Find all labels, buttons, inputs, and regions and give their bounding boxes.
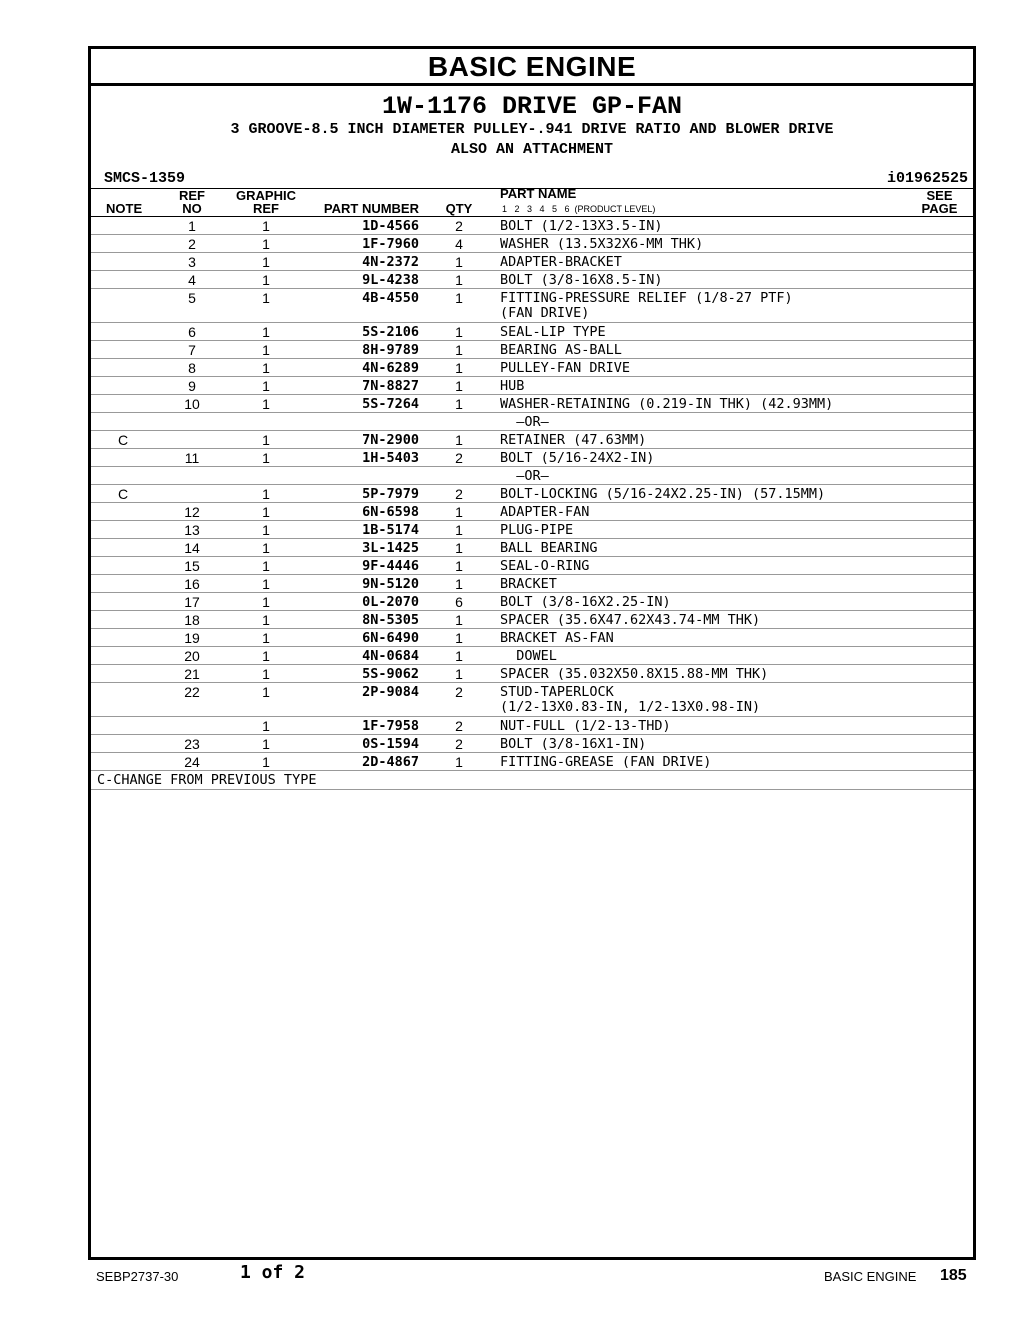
cell-qty: 1 — [455, 432, 463, 448]
cell-part-number: 8H-9789 — [362, 342, 419, 358]
cell-graphic-ref: 1 — [262, 718, 270, 734]
cell-part-name: BOLT (1/2-13X3.5-IN) — [500, 218, 663, 234]
cell-ref-no: 9 — [188, 378, 196, 394]
cell-ref-no: 6 — [188, 324, 196, 340]
cell-ref-no: 13 — [184, 522, 200, 538]
cell-graphic-ref: 1 — [262, 736, 270, 752]
cell-graphic-ref: 1 — [262, 612, 270, 628]
table-header — [91, 188, 973, 217]
cell-ref-no: 14 — [184, 540, 200, 556]
table-row — [91, 575, 973, 593]
cell-ref-no: 11 — [184, 450, 200, 466]
cell-part-name: —OR— — [500, 414, 549, 430]
cell-ref-no: 7 — [188, 342, 196, 358]
cell-qty: 2 — [455, 736, 463, 752]
cell-part-name: —OR— — [500, 468, 549, 484]
cell-qty: 1 — [455, 360, 463, 376]
id-row — [91, 166, 973, 188]
cell-qty: 1 — [455, 254, 463, 270]
cell-graphic-ref: 1 — [262, 486, 270, 502]
cell-ref-no: 15 — [184, 558, 200, 574]
cell-graphic-ref: 1 — [262, 684, 270, 700]
table-row — [91, 503, 973, 521]
cell-ref-no: 22 — [184, 684, 200, 700]
cell-qty: 1 — [455, 290, 463, 306]
cell-ref-no: 16 — [184, 576, 200, 592]
cell-part-name: SEAL-LIP TYPE — [500, 324, 606, 340]
cell-ref-no: 19 — [184, 630, 200, 646]
cell-graphic-ref: 1 — [262, 504, 270, 520]
cell-qty: 1 — [455, 576, 463, 592]
cell-part-name: WASHER (13.5X32X6-MM THK) — [500, 236, 704, 252]
cell-ref-no: 20 — [184, 648, 200, 664]
cell-graphic-ref: 1 — [262, 450, 270, 466]
cell-qty: 1 — [455, 504, 463, 520]
cell-graphic-ref: 1 — [262, 666, 270, 682]
cell-part-name: HUB — [500, 378, 525, 394]
table-row — [91, 735, 973, 753]
cell-qty: 1 — [455, 612, 463, 628]
cell-part-name: FITTING-PRESSURE RELIEF (1/8-27 PTF) — [500, 290, 793, 306]
header-ref-1: REF — [179, 188, 205, 203]
cell-qty: 1 — [455, 558, 463, 574]
cell-qty: 1 — [455, 396, 463, 412]
cell-ref-no: 8 — [188, 360, 196, 376]
header-see-2: PAGE — [921, 201, 958, 216]
cell-ref-no: 2 — [188, 236, 196, 252]
footer-page-of: 1 of 2 — [240, 1262, 306, 1283]
cell-graphic-ref: 1 — [262, 254, 270, 270]
cell-graphic-ref: 1 — [262, 324, 270, 340]
illustration-id: i01962525 — [886, 170, 968, 187]
cell-part-name: SPACER (35.6X47.62X43.74-MM THK) — [500, 612, 761, 628]
cell-part-name: NUT-FULL (1/2-13-THD) — [500, 718, 671, 734]
table-row — [91, 629, 973, 647]
cell-qty: 2 — [455, 218, 463, 234]
cell-qty: 1 — [455, 666, 463, 682]
cell-part-number: 4B-4550 — [362, 290, 419, 306]
cell-part-name: BRACKET AS-FAN — [500, 630, 614, 646]
cell-graphic-ref: 1 — [262, 290, 270, 306]
header-product-level: 1 2 3 4 5 6 (PRODUCT LEVEL) — [502, 204, 656, 214]
cell-part-name: PLUG-PIPE — [500, 522, 574, 538]
cell-part-name: DOWEL — [500, 648, 557, 664]
table-row — [91, 235, 973, 253]
cell-part-number: 1F-7960 — [362, 236, 419, 252]
cell-ref-no: 4 — [188, 272, 196, 288]
cell-part-number: 1H-5403 — [362, 450, 419, 466]
cell-ref-no: 12 — [184, 504, 200, 520]
subtitle-line-2: ALSO AN ATTACHMENT — [450, 141, 614, 158]
cell-part-name: BOLT-LOCKING (5/16-24X2.25-IN) (57.15MM) — [500, 486, 826, 502]
table-row — [91, 341, 973, 359]
section-title: BASIC ENGINE — [91, 49, 973, 86]
cell-part-number: 5S-7264 — [362, 396, 419, 412]
cell-part-name: RETAINER (47.63MM) — [500, 432, 647, 448]
cell-ref-no: 1 — [188, 218, 196, 234]
table-row — [91, 431, 973, 449]
parts-table-body — [91, 217, 973, 771]
cell-note: C — [117, 486, 129, 502]
table-row — [91, 271, 973, 289]
cell-graphic-ref: 1 — [262, 236, 270, 252]
note-row — [91, 771, 973, 790]
cell-part-name: ADAPTER-BRACKET — [500, 254, 622, 270]
cell-graphic-ref: 1 — [262, 432, 270, 448]
cell-graphic-ref: 1 — [262, 558, 270, 574]
cell-ref-no: 24 — [184, 754, 200, 770]
cell-part-name: BOLT (3/8-16X1-IN) — [500, 736, 647, 752]
subtitle-line-1: 3 GROOVE-8.5 INCH DIAMETER PULLEY-.941 DRIVE RATIO AND BLOWER DRIVE — [230, 121, 834, 138]
cell-part-name: SPACER (35.032X50.8X15.88-MM THK) — [500, 666, 769, 682]
table-row — [91, 683, 973, 717]
header-graphic-1: GRAPHIC — [236, 188, 296, 203]
cell-part-name: STUD-TAPERLOCK — [500, 684, 614, 700]
cell-qty: 2 — [455, 684, 463, 700]
header-ref-2: NO — [182, 201, 202, 216]
cell-part-name-continued: (1/2-13X0.83-IN, 1/2-13X0.98-IN) — [500, 699, 761, 715]
footer-section: BASIC ENGINE — [824, 1269, 917, 1284]
table-row — [91, 539, 973, 557]
cell-qty: 1 — [455, 754, 463, 770]
cell-ref-no: 10 — [184, 396, 200, 412]
cell-part-number: 9N-5120 — [362, 576, 419, 592]
table-row — [91, 359, 973, 377]
cell-part-number: 8N-5305 — [362, 612, 419, 628]
cell-qty: 1 — [455, 630, 463, 646]
table-row — [91, 521, 973, 539]
cell-ref-no: 17 — [184, 594, 200, 610]
cell-qty: 1 — [455, 324, 463, 340]
cell-graphic-ref: 1 — [262, 630, 270, 646]
cell-qty: 1 — [455, 648, 463, 664]
cell-graphic-ref: 1 — [262, 396, 270, 412]
cell-graphic-ref: 1 — [262, 594, 270, 610]
header-part-number: PART NUMBER — [323, 201, 419, 216]
cell-qty: 4 — [455, 236, 463, 252]
header-graphic-2: REF — [253, 201, 279, 216]
cell-ref-no: 5 — [188, 290, 196, 306]
cell-part-name: BOLT (3/8-16X2.25-IN) — [500, 594, 671, 610]
cell-part-name: FITTING-GREASE (FAN DRIVE) — [500, 754, 712, 770]
table-row — [91, 753, 973, 771]
table-row — [91, 593, 973, 611]
cell-qty: 6 — [455, 594, 463, 610]
cell-qty: 1 — [455, 540, 463, 556]
table-row — [91, 647, 973, 665]
cell-part-number: 0S-1594 — [362, 736, 419, 752]
cell-part-number: 0L-2070 — [362, 594, 419, 610]
smcs-code: SMCS-1359 — [104, 170, 186, 187]
cell-note: C — [117, 432, 129, 448]
cell-part-name: PULLEY-FAN DRIVE — [500, 360, 631, 376]
cell-qty: 2 — [455, 450, 463, 466]
group-title: 1W-1176 DRIVE GP-FAN — [381, 92, 683, 121]
cell-part-number: 1F-7958 — [362, 718, 419, 734]
cell-part-number: 1B-5174 — [362, 522, 419, 538]
cell-part-number: 2D-4867 — [362, 754, 419, 770]
change-note: C-CHANGE FROM PREVIOUS TYPE — [97, 772, 317, 788]
cell-part-name: BOLT (5/16-24X2-IN) — [500, 450, 655, 466]
cell-part-number: 5P-7979 — [362, 486, 419, 502]
footer-page-number: 185 — [940, 1267, 967, 1284]
cell-part-number: 7N-8827 — [362, 378, 419, 394]
page-footer — [0, 1262, 1020, 1292]
cell-graphic-ref: 1 — [262, 576, 270, 592]
cell-graphic-ref: 1 — [262, 754, 270, 770]
cell-part-name: BALL BEARING — [500, 540, 598, 556]
cell-part-number: 9L-4238 — [362, 272, 419, 288]
cell-graphic-ref: 1 — [262, 360, 270, 376]
cell-qty: 1 — [455, 272, 463, 288]
cell-graphic-ref: 1 — [262, 272, 270, 288]
cell-graphic-ref: 1 — [262, 342, 270, 358]
page-frame — [88, 46, 976, 1260]
header-see-1: SEE — [926, 188, 953, 203]
cell-part-name-continued: (FAN DRIVE) — [500, 305, 590, 321]
cell-qty: 1 — [455, 342, 463, 358]
cell-graphic-ref: 1 — [262, 540, 270, 556]
header-part-name: PART NAME — [500, 186, 577, 201]
cell-qty: 1 — [455, 378, 463, 394]
cell-qty: 2 — [455, 486, 463, 502]
table-row — [91, 557, 973, 575]
table-row — [91, 467, 973, 485]
footer-doc-id: SEBP2737-30 — [96, 1269, 179, 1284]
table-row — [91, 485, 973, 503]
cell-part-number: 3L-1425 — [362, 540, 419, 556]
cell-graphic-ref: 1 — [262, 218, 270, 234]
cell-part-number: 9F-4446 — [362, 558, 419, 574]
cell-graphic-ref: 1 — [262, 378, 270, 394]
cell-part-name: BOLT (3/8-16X8.5-IN) — [500, 272, 663, 288]
cell-part-name: SEAL-O-RING — [500, 558, 590, 574]
header-note: NOTE — [106, 201, 143, 216]
cell-part-name: BEARING AS-BALL — [500, 342, 622, 358]
table-row — [91, 217, 973, 235]
cell-ref-no: 23 — [184, 736, 200, 752]
table-row — [91, 413, 973, 431]
cell-part-number: 5S-2106 — [362, 324, 419, 340]
table-row — [91, 289, 973, 323]
cell-ref-no: 3 — [188, 254, 196, 270]
table-row — [91, 253, 973, 271]
table-row — [91, 665, 973, 683]
cell-part-number: 4N-0684 — [362, 648, 419, 664]
table-row — [91, 449, 973, 467]
cell-part-number: 6N-6490 — [362, 630, 419, 646]
cell-part-number: 4N-2372 — [362, 254, 419, 270]
cell-part-name: WASHER-RETAINING (0.219-IN THK) (42.93MM) — [500, 396, 834, 412]
cell-ref-no: 18 — [184, 612, 200, 628]
cell-graphic-ref: 1 — [262, 522, 270, 538]
cell-part-number: 7N-2900 — [362, 432, 419, 448]
table-row — [91, 611, 973, 629]
header-qty: QTY — [445, 201, 473, 216]
cell-part-number: 1D-4566 — [362, 218, 419, 234]
cell-part-number: 2P-9084 — [362, 684, 419, 700]
cell-part-number: 5S-9062 — [362, 666, 419, 682]
table-row — [91, 395, 973, 413]
table-row — [91, 377, 973, 395]
cell-part-number: 6N-6598 — [362, 504, 419, 520]
cell-ref-no: 21 — [184, 666, 200, 682]
table-row — [91, 323, 973, 341]
cell-part-number: 4N-6289 — [362, 360, 419, 376]
cell-part-name: ADAPTER-FAN — [500, 504, 590, 520]
table-row — [91, 717, 973, 735]
cell-qty: 1 — [455, 522, 463, 538]
cell-graphic-ref: 1 — [262, 648, 270, 664]
cell-qty: 2 — [455, 718, 463, 734]
cell-part-name: BRACKET — [500, 576, 557, 592]
